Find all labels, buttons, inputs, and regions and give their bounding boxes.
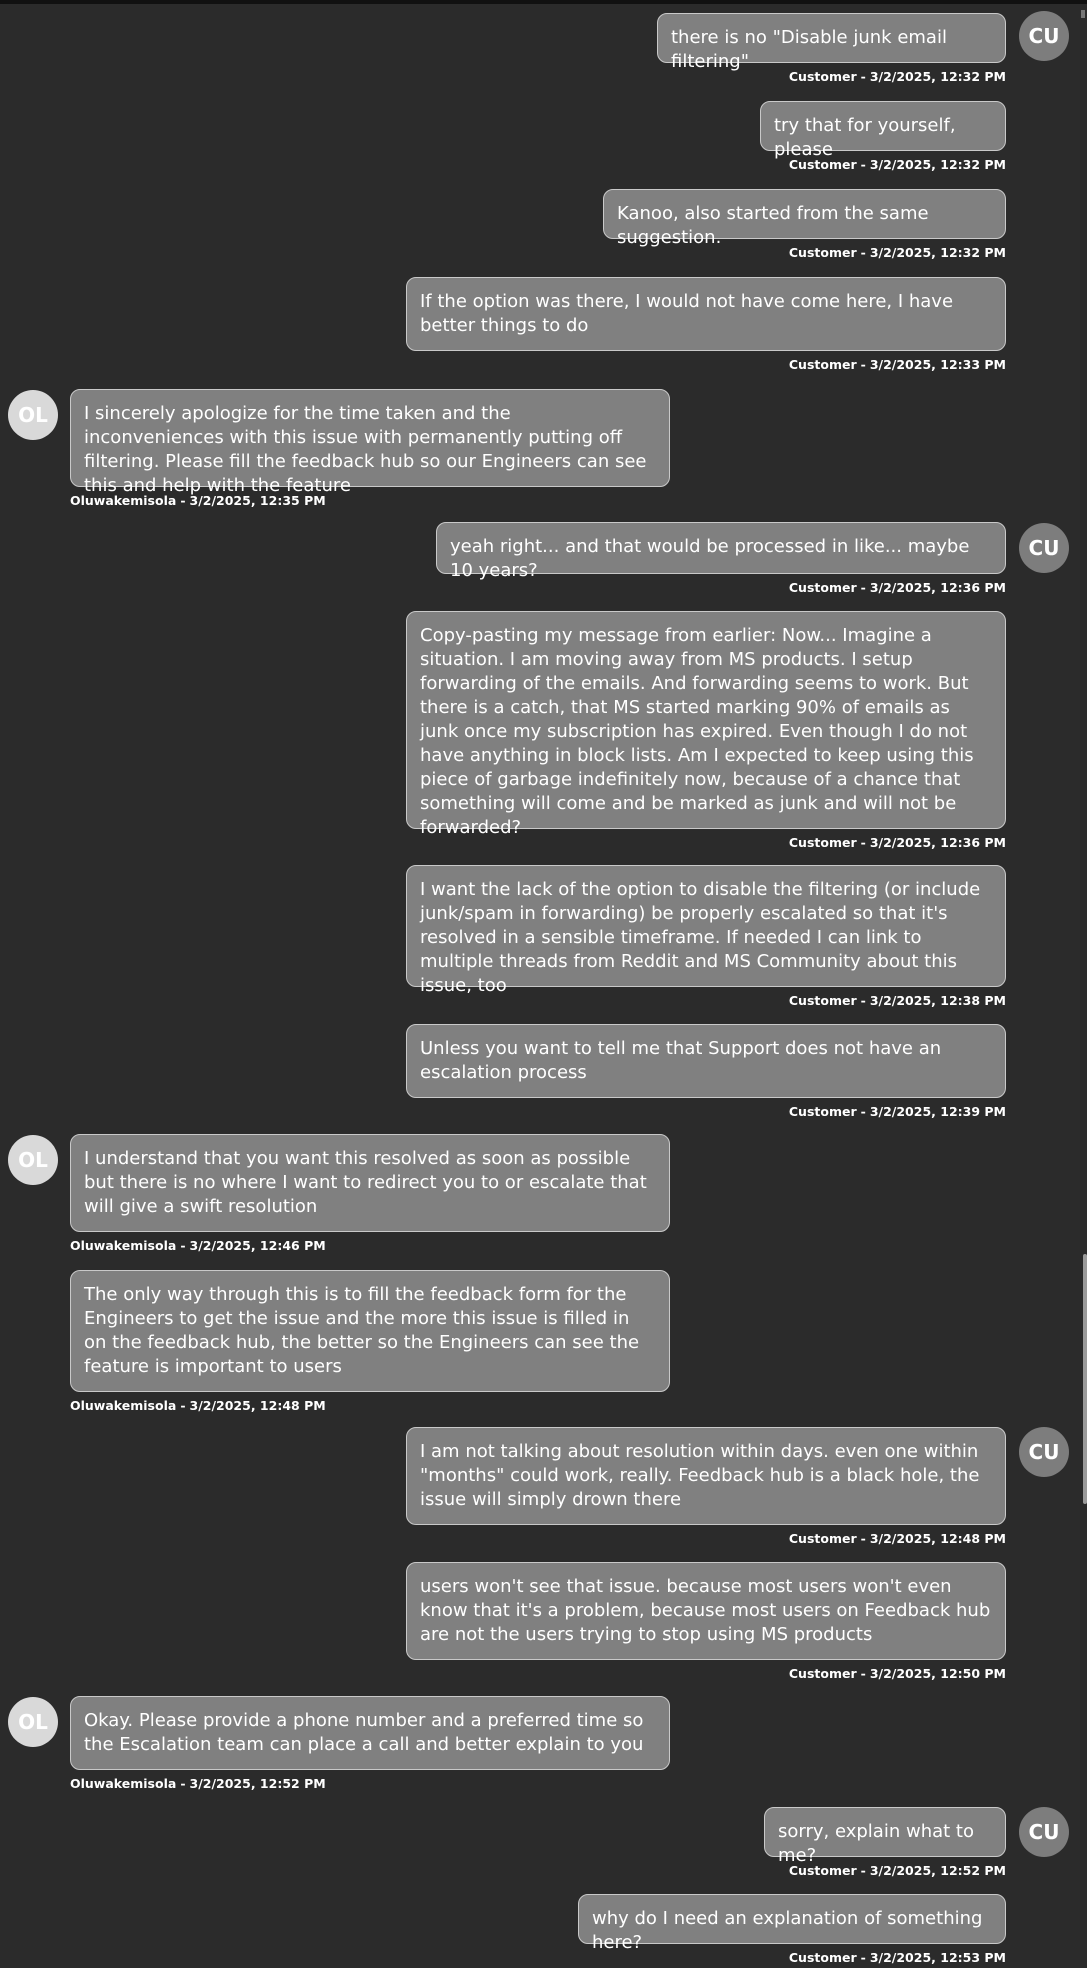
message-author: Customer [788,1104,857,1119]
message-author: Customer [788,835,857,850]
message-meta [789,1950,1006,1966]
message-timestamp: 3/2/2025, 12:48 PM [189,1398,326,1413]
message-author: Oluwakemisola [70,493,177,508]
meta-separator: - [860,1666,866,1681]
message-meta [70,493,326,509]
scrollbar-thumb[interactable] [1083,1254,1087,1504]
message-author: Customer [788,1950,857,1965]
message-timestamp: 3/2/2025, 12:36 PM [869,580,1006,595]
scroll-indicator [1081,10,1085,18]
message-bubble-customer: Unless you want to tell me that Support does not have an escalation process [406,1024,1006,1098]
meta-separator: - [860,1863,866,1878]
message-bubble-customer: why do I need an explanation of something here? [578,1894,1006,1944]
message-author: Customer [788,1666,857,1681]
message-meta [789,580,1006,596]
message-bubble-agent: The only way through this is to fill the feedback form for the Engineers to get the issue and the more this issue is filled in on the feedback hub, the better so the Engineers can see the feature is important to users [70,1270,670,1392]
message-timestamp: 3/2/2025, 12:52 PM [189,1776,326,1791]
message-bubble-customer: there is no "Disable junk email filtering" [657,13,1006,63]
message-bubble-customer: I am not talking about resolution within days. even one within "months" could work, really. Feedback hub is a black hole, the issue will simply drown there [406,1427,1006,1525]
message-bubble-customer: Copy-pasting my message from earlier: Now... Imagine a situation. I am moving away from MS products. I setup forwarding of the emails. And forwarding seems to work. But there is a catch, that MS started marking 90% of emails as junk once my subscription has expired. Even though I do not have anything in block lists. Am I expected to keep using this piece of garbage indefinitely now, because of a chance that something will come and be marked as junk and will not be forwarded? [406,611,1006,829]
message-bubble-customer: sorry, explain what to me? [764,1807,1006,1857]
message-bubble-customer: yeah right... and that would be processed in like... maybe 10 years? [436,522,1006,574]
message-bubble-agent: Okay. Please provide a phone number and a preferred time so the Escalation team can place a call and better explain to you [70,1696,670,1770]
meta-separator: - [860,1104,866,1119]
message-timestamp: 3/2/2025, 12:50 PM [869,1666,1006,1681]
message-bubble-agent: I sincerely apologize for the time taken and the inconveniences with this issue with permanently putting off filtering. Please fill the feedback hub so our Engineers can see this and help with the feature [70,389,670,487]
meta-separator: - [860,993,866,1008]
message-meta [789,993,1006,1009]
message-author: Customer [788,1863,857,1878]
message-timestamp: 3/2/2025, 12:36 PM [869,835,1006,850]
avatar-agent: OL [8,390,58,440]
avatar-customer: CU [1019,11,1069,61]
message-bubble-customer: I want the lack of the option to disable the filtering (or include junk/spam in forwarding) be properly escalated so that it's resolved in a sensible timeframe. If needed I can link to multiple threads from Reddit and MS Community about this issue, too [406,865,1006,987]
message-timestamp: 3/2/2025, 12:35 PM [189,493,326,508]
meta-separator: - [180,493,186,508]
avatar-customer: CU [1019,523,1069,573]
message-bubble-customer: Kanoo, also started from the same suggestion. [603,189,1006,239]
message-timestamp: 3/2/2025, 12:32 PM [869,69,1006,84]
message-author: Customer [788,580,857,595]
message-author: Customer [788,1531,857,1546]
message-timestamp: 3/2/2025, 12:48 PM [869,1531,1006,1546]
message-author: Customer [788,357,857,372]
message-bubble-customer: try that for yourself, please [760,101,1006,151]
meta-separator: - [860,157,866,172]
meta-separator: - [860,1950,866,1965]
message-author: Customer [788,245,857,260]
message-timestamp: 3/2/2025, 12:33 PM [869,357,1006,372]
message-timestamp: 3/2/2025, 12:46 PM [189,1238,326,1253]
message-meta [70,1776,326,1792]
message-author: Oluwakemisola [70,1238,177,1253]
message-meta [789,1863,1006,1879]
message-timestamp: 3/2/2025, 12:32 PM [869,245,1006,260]
meta-separator: - [860,580,866,595]
avatar-agent: OL [8,1697,58,1747]
message-timestamp: 3/2/2025, 12:32 PM [869,157,1006,172]
message-meta [789,157,1006,173]
meta-separator: - [860,835,866,850]
message-bubble-customer: If the option was there, I would not have come here, I have better things to do [406,277,1006,351]
meta-separator: - [860,69,866,84]
message-meta [789,69,1006,85]
message-timestamp: 3/2/2025, 12:53 PM [869,1950,1006,1965]
message-timestamp: 3/2/2025, 12:39 PM [869,1104,1006,1119]
message-author: Customer [788,69,857,84]
message-meta [789,835,1006,851]
message-meta [789,357,1006,373]
message-author: Oluwakemisola [70,1398,177,1413]
message-bubble-agent: I understand that you want this resolved as soon as possible but there is no where I want to redirect you to or escalate that will give a swift resolution [70,1134,670,1232]
meta-separator: - [180,1238,186,1253]
message-meta [70,1238,326,1254]
message-meta [789,245,1006,261]
message-meta [70,1398,326,1414]
message-author: Customer [788,157,857,172]
message-timestamp: 3/2/2025, 12:52 PM [869,1863,1006,1878]
message-author: Customer [788,993,857,1008]
meta-separator: - [860,1531,866,1546]
meta-separator: - [180,1398,186,1413]
message-timestamp: 3/2/2025, 12:38 PM [869,993,1006,1008]
meta-separator: - [860,245,866,260]
message-meta [789,1531,1006,1547]
avatar-agent: OL [8,1135,58,1185]
meta-separator: - [860,357,866,372]
message-bubble-customer: users won't see that issue. because most users won't even know that it's a problem, because most users on Feedback hub are not the users trying to stop using MS products [406,1562,1006,1660]
message-meta [789,1104,1006,1120]
message-meta [789,1666,1006,1682]
message-author: Oluwakemisola [70,1776,177,1791]
avatar-customer: CU [1019,1427,1069,1477]
avatar-customer: CU [1019,1807,1069,1857]
meta-separator: - [180,1776,186,1791]
